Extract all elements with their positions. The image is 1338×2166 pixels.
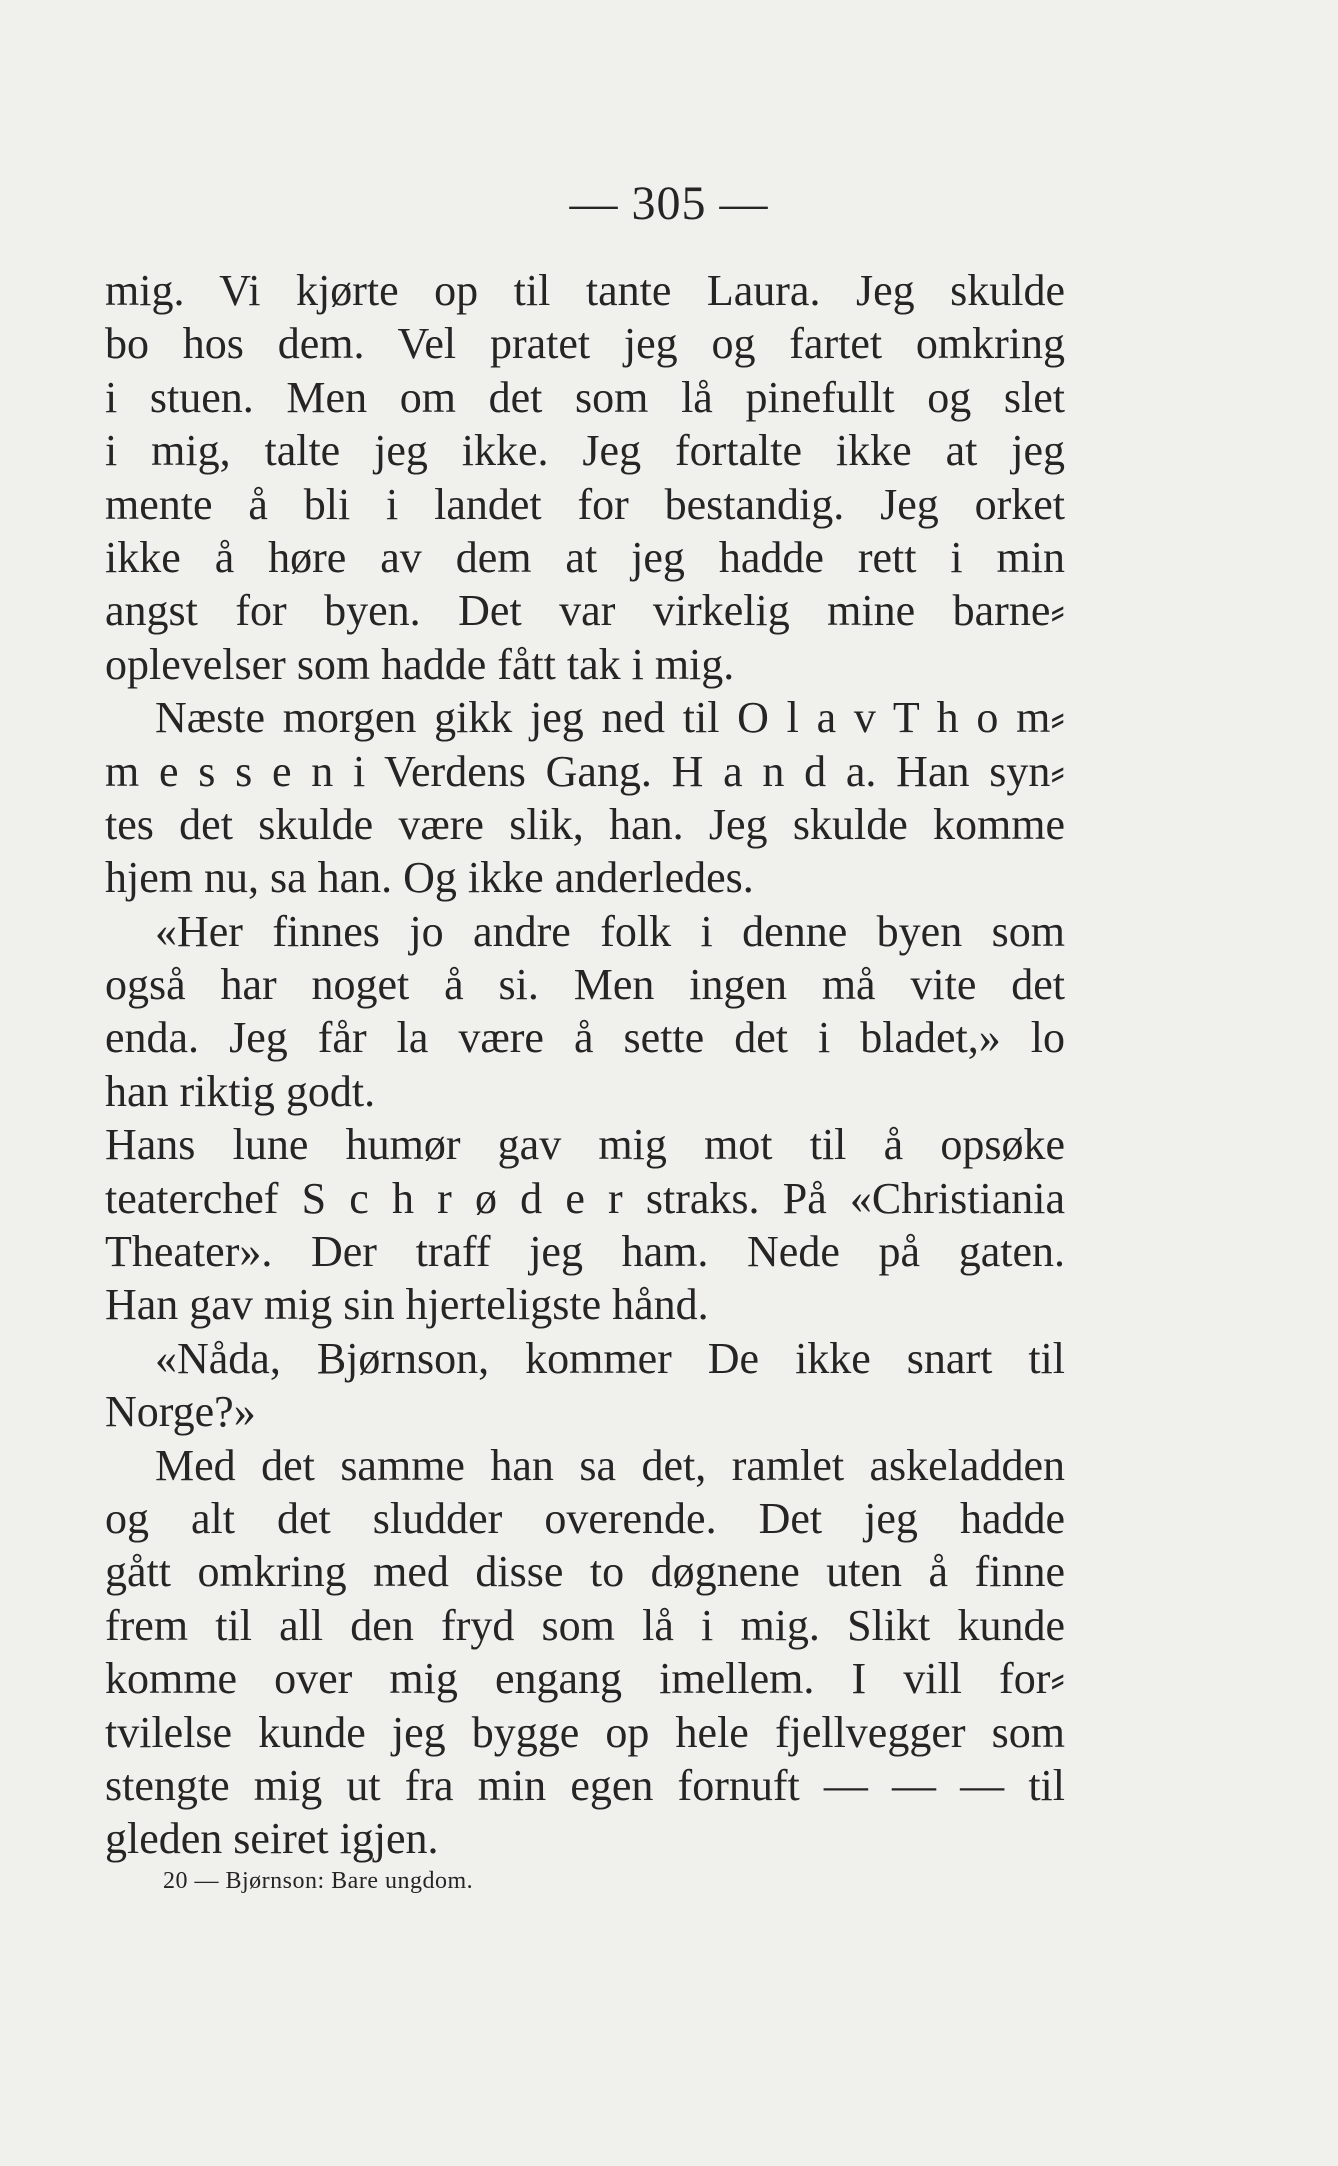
text-line: enda. Jeg får la være å sette det i bladet,» lo — [105, 1013, 1065, 1063]
text-line: Han gav mig sin hjerteligste hånd. — [105, 1280, 709, 1330]
text-line: i stuen. Men om det som lå pinefullt og slet — [105, 372, 1065, 422]
text-line: m e s s e n i Verdens Gang. H a n d a. Han syn⸗ — [105, 746, 1065, 796]
text-line: mig. Vi kjørte op til tante Laura. Jeg skulde — [105, 266, 1065, 315]
text-line: oplevelser som hadde fått tak i mig. — [105, 639, 735, 689]
text-line: teaterchef S c h r ø d e r straks. På «Christiania — [105, 1173, 1065, 1223]
text-line: ikke å høre av dem at jeg hadde rett i min — [105, 532, 1065, 582]
footer-signature: 20 — Bjørnson: Bare ungdom. — [163, 1868, 474, 1894]
text-line: «Nåda, Bjørnson, kommer De ikke snart til — [155, 1333, 1065, 1383]
text-line: gleden seiret igjen. — [105, 1814, 439, 1864]
text-line: tes det skulde være slik, han. Jeg skulde komme — [105, 799, 1065, 849]
text-line: Med det samme han sa det, ramlet askeladden — [155, 1440, 1065, 1490]
text-line: komme over mig engang imellem. I vill for⸗ — [105, 1654, 1065, 1704]
text-line: frem til all den fryd som lå i mig. Slikt kunde — [105, 1600, 1065, 1650]
text-line: og alt det sludder overende. Det jeg hadde — [105, 1493, 1065, 1543]
text-line: hjem nu, sa han. Og ikke anderledes. — [105, 853, 754, 903]
text-line: han riktig godt. — [105, 1066, 376, 1116]
text-line: Theater». Der traff jeg ham. Nede på gaten. — [105, 1227, 1065, 1277]
text-line: tvilelse kunde jeg bygge op hele fjellvegger som — [105, 1707, 1065, 1757]
body-text — [105, 264, 1065, 1866]
text-line: stengte mig ut fra min egen fornuft — — — til — [105, 1760, 1065, 1810]
text-line: i mig, talte jeg ikke. Jeg fortalte ikke at jeg — [105, 426, 1065, 476]
text-line: Norge?» — [105, 1387, 256, 1437]
text-line: angst for byen. Det var virkelig mine barne⸗ — [105, 586, 1065, 636]
text-line: Næste morgen gikk jeg ned til O l a v T h o m⸗ — [155, 693, 1065, 743]
text-line: bo hos dem. Vel pratet jeg og fartet omkring — [105, 319, 1065, 369]
text-line: gått omkring med disse to døgnene uten å finne — [105, 1547, 1065, 1597]
text-line: Hans lune humør gav mig mot til å opsøke — [105, 1120, 1065, 1170]
text-line: også har noget å si. Men ingen må vite det — [105, 960, 1065, 1010]
text-line: mente å bli i landet for bestandig. Jeg orket — [105, 479, 1065, 529]
text-line: «Her finnes jo andre folk i denne byen som — [155, 906, 1065, 956]
page-number: — 305 — — [569, 177, 769, 230]
